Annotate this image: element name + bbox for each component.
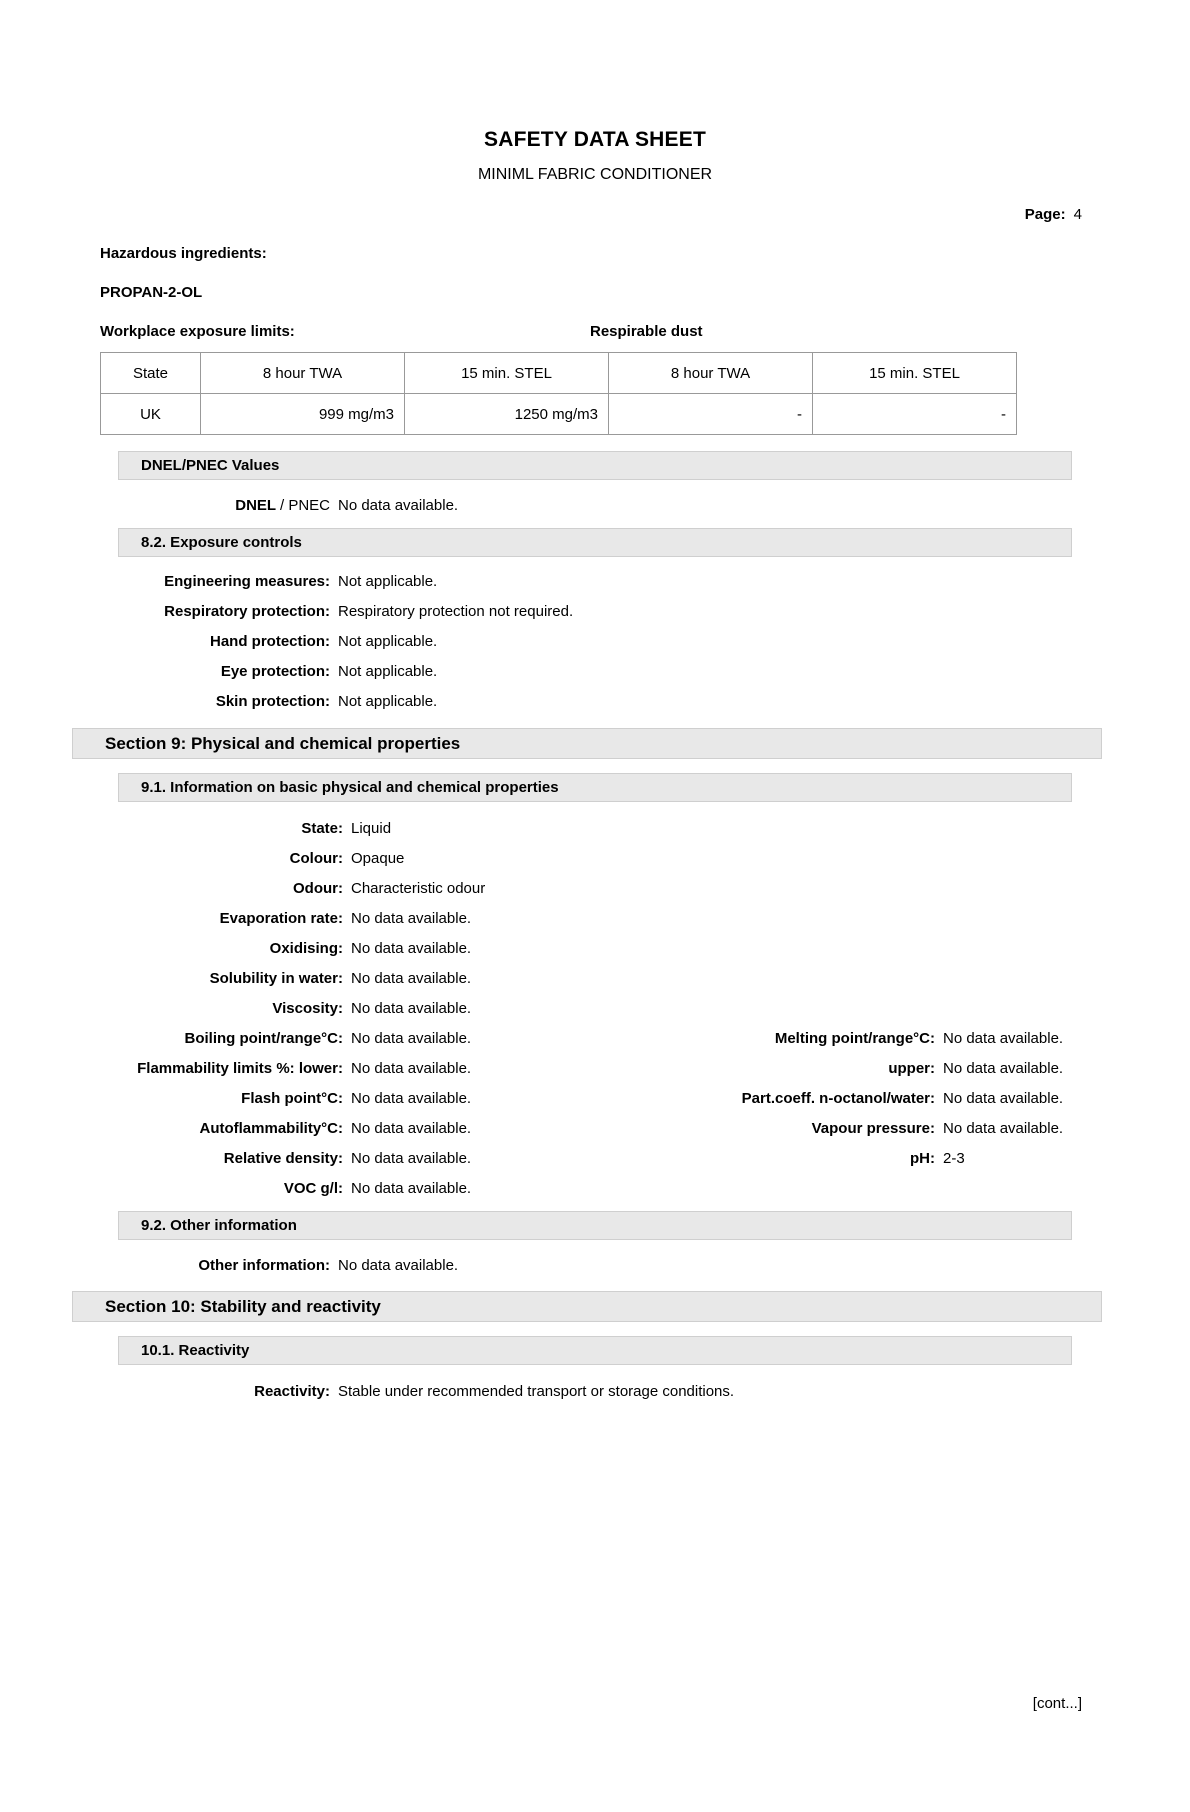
vapour-pressure-cell xyxy=(595,1120,1090,1137)
evaporation-rate-label: Evaporation rate: xyxy=(219,910,343,927)
section9-2-band-wrap xyxy=(100,1211,1090,1240)
voc-row xyxy=(100,1180,1090,1197)
table-cell-dust-stel-15m: - xyxy=(813,394,1017,435)
odour-value: Characteristic odour xyxy=(351,880,486,897)
table-header-row xyxy=(101,353,1017,394)
colour-value: Opaque xyxy=(351,850,405,867)
section9-2-band: 9.2. Other information xyxy=(118,1211,1072,1240)
melting-point-cell xyxy=(595,1030,1090,1047)
autoflammability-label: Autoflammability°C: xyxy=(199,1120,343,1137)
hand-protection-label: Hand protection: xyxy=(210,633,330,650)
hazardous-ingredients-heading: Hazardous ingredients: xyxy=(100,245,267,262)
viscosity-row xyxy=(100,1000,1090,1017)
boiling-point-cell xyxy=(100,1030,595,1047)
skin-protection-row xyxy=(100,693,1090,710)
respiratory-protection-label: Respiratory protection: xyxy=(164,603,330,620)
dnel-pnec-row xyxy=(100,497,1090,514)
state-row xyxy=(100,820,1090,837)
voc-value: No data available. xyxy=(351,1180,472,1197)
hazardous-substance-name: PROPAN-2-OL xyxy=(100,284,203,301)
reactivity-label: Reactivity: xyxy=(254,1383,330,1400)
voc-label: VOC g/l: xyxy=(283,1180,343,1197)
evaporation-rate-value: No data available. xyxy=(351,910,472,927)
eye-protection-label: Eye protection: xyxy=(220,663,330,680)
table-cell-state: UK xyxy=(101,394,201,435)
colour-label: Colour: xyxy=(289,850,343,867)
vapour-pressure-label: Vapour pressure: xyxy=(811,1120,935,1137)
ph-value: 2-3 xyxy=(943,1150,965,1167)
table-cell-dust-twa-8h: - xyxy=(609,394,813,435)
section9-band-wrap xyxy=(100,728,1090,759)
page-indicator xyxy=(0,206,1190,223)
state-value: Liquid xyxy=(351,820,392,837)
section10-1-band: 10.1. Reactivity xyxy=(118,1336,1072,1365)
viscosity-value: No data available. xyxy=(351,1000,472,1017)
other-information-row xyxy=(100,1257,1090,1274)
page-number: 4 xyxy=(1073,206,1082,223)
solubility-row xyxy=(100,970,1090,987)
relative-density-value: No data available. xyxy=(351,1150,472,1167)
table-header-cell: 8 hour TWA xyxy=(609,353,813,394)
section9-1-band: 9.1. Information on basic physical and chemical properties xyxy=(118,773,1072,802)
boiling-melting-row xyxy=(100,1030,1090,1047)
flammability-lower-value: No data available. xyxy=(351,1060,472,1077)
flammability-limits-row xyxy=(100,1060,1090,1077)
boiling-point-value: No data available. xyxy=(351,1030,472,1047)
respiratory-protection-value: Respiratory protection not required. xyxy=(338,603,574,620)
engineering-measures-label: Engineering measures: xyxy=(164,573,330,590)
section10-band-wrap xyxy=(100,1291,1090,1322)
odour-label: Odour: xyxy=(293,880,343,897)
engineering-measures-row xyxy=(100,573,1090,590)
dnel-pnec-value: No data available. xyxy=(338,497,459,514)
table-row xyxy=(101,394,1017,435)
exposure-controls-band-wrap xyxy=(100,528,1090,557)
partition-coefficient-value: No data available. xyxy=(943,1090,1064,1107)
flammability-lower-cell xyxy=(100,1060,595,1077)
viscosity-label: Viscosity: xyxy=(272,1000,343,1017)
vapour-pressure-value: No data available. xyxy=(943,1120,1064,1137)
oxidising-label: Oxidising: xyxy=(269,940,343,957)
evaporation-rate-row xyxy=(100,910,1090,927)
flash-point-partcoeff-row xyxy=(100,1090,1090,1107)
solubility-label: Solubility in water: xyxy=(209,970,343,987)
dnel-pnec-label xyxy=(100,497,338,514)
skin-protection-label: Skin protection: xyxy=(215,693,330,710)
dnel-label: DNEL xyxy=(235,497,276,514)
page-label: Page: xyxy=(1024,206,1066,223)
table-cell-twa-8h: 999 mg/m3 xyxy=(201,394,405,435)
skin-protection-value: Not applicable. xyxy=(338,693,438,710)
partition-coefficient-cell xyxy=(595,1090,1090,1107)
flammability-lower-label: Flammability limits %: lower: xyxy=(137,1060,343,1077)
pnec-label: / PNEC xyxy=(279,497,330,514)
table-header-cell: State xyxy=(101,353,201,394)
flash-point-label: Flash point°C: xyxy=(241,1090,343,1107)
autoflammability-vapour-row xyxy=(100,1120,1090,1137)
exposure-controls-band: 8.2. Exposure controls xyxy=(118,528,1072,557)
partition-coefficient-label: Part.coeff. n-octanol/water: xyxy=(741,1090,935,1107)
table-header-cell: 15 min. STEL xyxy=(813,353,1017,394)
other-information-label: Other information: xyxy=(198,1257,330,1274)
autoflammability-cell xyxy=(100,1120,595,1137)
oxidising-value: No data available. xyxy=(351,940,472,957)
workplace-exposure-limits-label: Workplace exposure limits: xyxy=(100,323,295,340)
table-header-cell: 15 min. STEL xyxy=(405,353,609,394)
exposure-limits-table xyxy=(100,352,1017,435)
table-cell-stel-15m: 1250 mg/m3 xyxy=(405,394,609,435)
engineering-measures-value: Not applicable. xyxy=(338,573,438,590)
section10-1-band-wrap xyxy=(100,1336,1090,1365)
dnel-pnec-band-wrap xyxy=(100,451,1090,480)
section9-1-band-wrap xyxy=(100,773,1090,802)
relative-density-cell xyxy=(100,1150,595,1167)
workplace-exposure-limits-row xyxy=(100,323,1090,340)
respiratory-protection-row xyxy=(100,603,1090,620)
oxidising-row xyxy=(100,940,1090,957)
hand-protection-row xyxy=(100,633,1090,650)
flammability-upper-value: No data available. xyxy=(943,1060,1064,1077)
section10-band: Section 10: Stability and reactivity xyxy=(72,1291,1102,1322)
section9-band: Section 9: Physical and chemical properties xyxy=(72,728,1102,759)
reactivity-row xyxy=(100,1383,1090,1400)
sds-page xyxy=(0,128,1190,1812)
eye-protection-value: Not applicable. xyxy=(338,663,438,680)
ph-cell xyxy=(595,1150,1090,1167)
eye-protection-row xyxy=(100,663,1090,680)
melting-point-label: Melting point/range°C: xyxy=(774,1030,935,1047)
document-title: SAFETY DATA SHEET xyxy=(484,128,706,151)
colour-row xyxy=(100,850,1090,867)
flammability-upper-cell xyxy=(595,1060,1090,1077)
continuation-marker: [cont...] xyxy=(1032,1695,1082,1712)
boiling-point-label: Boiling point/range°C: xyxy=(184,1030,343,1047)
dnel-pnec-band: DNEL/PNEC Values xyxy=(118,451,1072,480)
product-name: MINIML FABRIC CONDITIONER xyxy=(477,166,713,183)
other-information-value: No data available. xyxy=(338,1257,459,1274)
melting-point-value: No data available. xyxy=(943,1030,1064,1047)
ph-label: pH: xyxy=(910,1150,935,1167)
hand-protection-value: Not applicable. xyxy=(338,633,438,650)
density-ph-row xyxy=(100,1150,1090,1167)
relative-density-label: Relative density: xyxy=(223,1150,343,1167)
autoflammability-value: No data available. xyxy=(351,1120,472,1137)
document-content xyxy=(0,245,1190,1400)
reactivity-value: Stable under recommended transport or storage conditions. xyxy=(338,1383,735,1400)
solubility-value: No data available. xyxy=(351,970,472,987)
flash-point-cell xyxy=(100,1090,595,1107)
odour-row xyxy=(100,880,1090,897)
table-header-cell: 8 hour TWA xyxy=(201,353,405,394)
flammability-upper-label: upper: xyxy=(888,1060,935,1077)
state-label: State: xyxy=(301,820,343,837)
flash-point-value: No data available. xyxy=(351,1090,472,1107)
respirable-dust-label: Respirable dust xyxy=(590,323,703,340)
